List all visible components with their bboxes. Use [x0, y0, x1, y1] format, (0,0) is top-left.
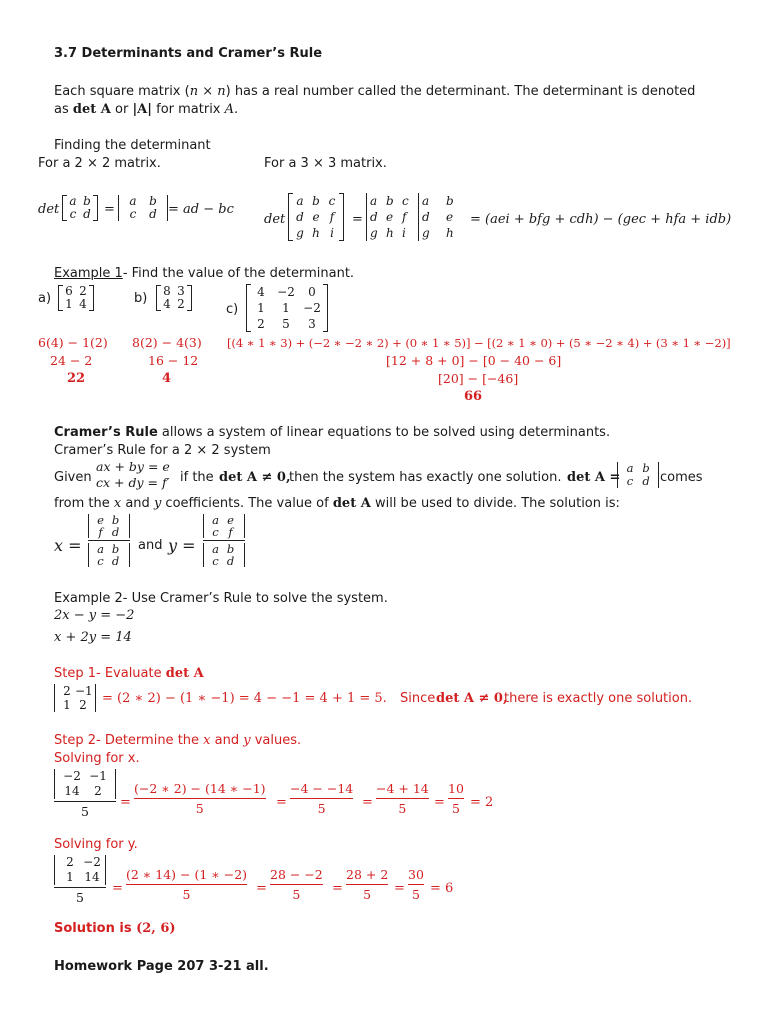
matrix-cell: i	[402, 226, 406, 240]
matrix-cell: 1	[282, 301, 290, 315]
matrix-cell: 2	[79, 698, 87, 712]
example1-a-label: a)	[38, 291, 52, 306]
step1-text: Step 1- Evaluate	[54, 666, 166, 681]
y-matrix	[54, 855, 106, 885]
example2-heading: Example 2- Use Cramer’s Rule to solve the system.	[54, 591, 388, 606]
matrix-cell: −2	[303, 301, 321, 315]
detA-label: det A =	[567, 470, 621, 485]
matrix-cell: d	[422, 210, 430, 224]
finding-heading: Finding the determinant	[54, 138, 211, 153]
system-eq-1: ax + by = e	[96, 459, 170, 474]
matrix-cell: c	[402, 194, 409, 208]
matrix-cell: −2	[63, 769, 81, 783]
x-fraction-3	[376, 781, 429, 816]
fraction-bar	[54, 887, 106, 888]
matrix-cell: −2	[277, 285, 295, 299]
numerator: 28 − −2	[270, 867, 323, 882]
matrix-cell: d	[642, 474, 650, 488]
matrix-cell: 0	[308, 285, 316, 299]
example1-a-work-2: 24 − 2	[50, 353, 93, 368]
y-result: = 6	[430, 881, 454, 896]
y-cramer-fraction	[203, 514, 245, 567]
intro-line-1	[54, 84, 695, 100]
matrix-cell: −2	[83, 855, 101, 869]
step1-det: det A	[165, 666, 204, 681]
from-text: from the	[54, 496, 114, 511]
solution-line	[54, 921, 176, 937]
fraction-bar	[270, 884, 323, 885]
y-fraction-1	[126, 867, 247, 902]
intro-text: as	[54, 102, 73, 117]
step1-heading	[54, 666, 204, 682]
solution-text: Solution is	[54, 921, 137, 936]
example1-b-work-2: 16 − 12	[148, 353, 199, 368]
x-fraction-4	[448, 781, 464, 816]
fraction-bar	[408, 884, 424, 885]
matrix-cell: a	[212, 513, 219, 527]
example1-c-work-1: [(4 ∗ 1 ∗ 3) + (−2 ∗ −2 ∗ 2) + (0 ∗ 1 ∗ 5)] − [(2 ∗ 1 ∗ 0) + (5 ∗ −2 ∗ 4) + (3 ∗ 1 ∗ −2)]	[227, 336, 731, 350]
matrix-cell: −1	[75, 684, 93, 698]
example1-c-label: c)	[226, 302, 239, 317]
y-det-fraction	[54, 855, 106, 905]
matrix-cell: a	[296, 194, 304, 208]
matrix-cell: 6	[65, 284, 73, 298]
equals-sign: =	[276, 795, 287, 810]
x-denominator: 5	[81, 804, 89, 819]
fraction-bar	[134, 798, 266, 799]
matrix-cell: b	[83, 194, 91, 208]
numerator: 28 + 2	[346, 867, 389, 882]
matrix-cell: c	[69, 207, 77, 221]
fraction-bar	[126, 884, 247, 885]
matrix-cell: h	[446, 226, 454, 240]
matrix-cell: a	[626, 461, 634, 475]
matrix-cell: e	[312, 210, 320, 224]
from-text: will be used to divide. The solution is:	[370, 496, 620, 511]
y-fraction-3	[346, 867, 388, 902]
page-title: 3.7 Determinants and Cramer’s Rule	[54, 46, 323, 61]
matrix-cell: c	[626, 474, 634, 488]
denominator: 5	[317, 801, 326, 816]
det-matrix	[617, 462, 659, 488]
matrix-2x2-bracket	[62, 195, 98, 221]
numerator: −4 + 14	[376, 781, 429, 796]
x-den-matrix	[88, 543, 130, 567]
matrix-cell: f	[402, 210, 407, 224]
x-fraction-1	[134, 781, 266, 816]
matrix-cell: a	[129, 194, 137, 208]
matrix-cell: 2	[79, 284, 87, 298]
cramer-bold: Cramer’s Rule	[54, 425, 158, 440]
numerator: 10	[448, 781, 464, 796]
cramer-text: allows a system of linear equations to be solved using determinants.	[157, 425, 611, 440]
matrix-cell: h	[312, 226, 320, 240]
matrix-cell: d	[111, 525, 120, 539]
matrix-cell: d	[226, 554, 235, 568]
y-fraction-2	[270, 867, 323, 902]
y-denominator: 5	[76, 890, 84, 905]
matrix-cell: 4	[79, 297, 87, 311]
if-the-text: if the	[180, 470, 214, 485]
matrix-cell: a	[69, 194, 77, 208]
from-coefficients-line	[54, 496, 620, 512]
det-label: det	[38, 202, 60, 217]
from-text: coefficients. The value of	[161, 496, 333, 511]
example1-a-answer: 22	[67, 371, 86, 386]
system-eq-2: cx + dy = f′	[96, 475, 170, 490]
denominator: 5	[292, 887, 301, 902]
numerator: (−2 ∗ 2) − (14 ∗ −1)	[134, 781, 266, 796]
equals-sign: =	[104, 202, 115, 217]
denominator: 5	[182, 887, 191, 902]
solution-value: (2, 6)	[136, 921, 176, 936]
equals-sign: =	[434, 795, 445, 810]
intro-math: |A|	[132, 102, 152, 117]
given-label: Given	[54, 470, 92, 485]
matrix-cell: h	[386, 226, 394, 240]
numerator: (2 ∗ 14) − (1 ∗ −2)	[126, 867, 248, 882]
matrix-cell: 3	[308, 317, 316, 331]
step2-heading	[54, 733, 301, 749]
var-y: y	[153, 496, 162, 511]
matrix-cell: g	[296, 226, 304, 240]
x-num-matrix	[88, 514, 130, 538]
matrix-cell: e	[227, 513, 234, 527]
intro-math: A.	[224, 102, 239, 117]
step2-text: Step 2- Determine the	[54, 733, 204, 748]
fraction-bar	[54, 801, 116, 802]
matrix-cell: a	[212, 542, 219, 556]
step2-text: values.	[250, 733, 302, 748]
step1-condition: det A ≠ 0,	[436, 691, 508, 706]
comes-text: comes	[660, 470, 703, 485]
formula-2x2-result: = ad − bc	[168, 202, 234, 217]
matrix-cell: c	[129, 207, 137, 221]
step1-matrix	[54, 684, 96, 712]
y-den-matrix	[203, 543, 245, 567]
matrix-cell: d	[296, 210, 304, 224]
equals-sign: =	[362, 795, 373, 810]
intro-math: n × n	[189, 84, 226, 99]
matrix-cell: 2	[63, 684, 71, 698]
fraction-bar	[346, 884, 388, 885]
example1-b-answer: 4	[162, 371, 172, 386]
example1-a-work-1: 6(4) − 1(2)	[38, 335, 108, 350]
matrix-2x2-det	[118, 195, 168, 221]
from-text: and	[121, 496, 154, 511]
equals-sign: =	[394, 881, 405, 896]
x-det-fraction	[54, 769, 116, 819]
x-result: = 2	[470, 795, 494, 810]
matrix-cell: g	[370, 226, 378, 240]
condition: det A ≠ 0,	[219, 470, 291, 485]
example1-c-matrix	[246, 284, 328, 332]
matrix-cell: 3	[177, 284, 185, 298]
solving-x-label: Solving for x.	[54, 751, 140, 766]
intro-text: Each square matrix (	[54, 84, 190, 99]
example1-c-work-2: [12 + 8 + 0] − [0 − 40 − 6]	[386, 353, 562, 368]
x-matrix	[54, 769, 116, 799]
matrix-cell: 8	[163, 284, 171, 298]
matrix-cell: f	[329, 210, 335, 224]
matrix-cell: 2	[177, 297, 185, 311]
matrix-cell: b	[312, 194, 320, 208]
matrix-cell: 14	[84, 870, 100, 884]
matrix-cell: 14	[64, 784, 80, 798]
example2-eq-1: 2x − y = −2	[54, 608, 135, 623]
matrix-cell: 1	[257, 301, 265, 315]
matrix-cell: i	[330, 226, 334, 240]
fraction-bar	[376, 798, 429, 799]
example1-heading	[54, 266, 354, 282]
x-cramer-fraction	[88, 514, 130, 567]
step1-work: = (2 ∗ 2) − (1 ∗ −1) = 4 − −1 = 4 + 1 = 5.	[102, 691, 387, 706]
matrix-cell: 2	[94, 784, 102, 798]
matrix-3x3-bracket	[288, 193, 344, 241]
example1-a-matrix	[58, 285, 94, 311]
matrix-cell: c	[212, 525, 219, 539]
intro-text: or	[110, 102, 133, 117]
equals-sign: =	[256, 881, 267, 896]
var-x: x	[203, 733, 211, 748]
numerator: 30	[408, 867, 424, 882]
intro-text: ) has a real number called the determinant. The determinant is denoted	[225, 84, 696, 99]
matrix-cell: d	[370, 210, 378, 224]
numerator: −4 − −14	[290, 781, 354, 796]
y-fraction-4	[408, 867, 424, 902]
fraction-bar	[448, 798, 464, 799]
equals-sign: =	[332, 881, 343, 896]
matrix-cell: 4	[163, 297, 171, 311]
y-num-matrix	[203, 514, 245, 538]
matrix-cell: d	[111, 554, 120, 568]
matrix-cell: b	[111, 513, 120, 527]
matrix-cell: a	[370, 194, 378, 208]
formula-3x3-result: = (aei + bfg + cdh) − (gec + hfa + idb)	[470, 212, 732, 227]
matrix-cell: 2	[66, 855, 74, 869]
three-by-three-label: For a 3 × 3 matrix.	[264, 156, 387, 171]
example1-b-label: b)	[134, 291, 148, 306]
matrix-cell: b	[149, 194, 157, 208]
denominator: 5	[411, 887, 420, 902]
fraction-bar	[88, 540, 130, 541]
x-fraction-2	[290, 781, 353, 816]
var-x: x	[113, 496, 122, 511]
det-label: det	[264, 212, 286, 227]
matrix-cell: e	[386, 210, 394, 224]
then-text: then the system has exactly one solution.	[289, 470, 562, 485]
det-bar-left	[366, 193, 367, 241]
cramer-for-2x2: Cramer’s Rule for a 2 × 2 system	[54, 443, 271, 458]
example1-label: Example 1	[54, 266, 123, 281]
matrix-cell: 4	[257, 285, 265, 299]
matrix-cell: a	[422, 194, 430, 208]
y-lhs: y =	[168, 536, 196, 555]
matrix-cell: d	[149, 207, 157, 221]
det-math: det A	[332, 496, 371, 511]
matrix-cell: c	[97, 554, 104, 568]
matrix-cell: c	[212, 554, 219, 568]
equals-sign: =	[352, 212, 363, 227]
equals-sign: =	[120, 795, 131, 810]
and-text: and	[138, 538, 163, 553]
x-lhs: x =	[54, 536, 82, 555]
matrix-cell: b	[111, 542, 120, 556]
matrix-cell: g	[422, 226, 430, 240]
matrix-cell: 1	[63, 698, 71, 712]
matrix-cell: 2	[257, 317, 265, 331]
matrix-3x3-extended	[366, 193, 461, 241]
matrix-cell: b	[446, 194, 454, 208]
denominator: 5	[363, 887, 372, 902]
step1-since: Since	[400, 691, 436, 706]
cramer-intro	[54, 425, 610, 441]
intro-math: det A	[72, 102, 111, 117]
matrix-cell: c	[328, 194, 336, 208]
matrix-cell: f	[98, 525, 103, 539]
step1-conclusion: there is exactly one solution.	[504, 691, 693, 706]
fraction-bar	[290, 798, 353, 799]
example1-text: - Find the value of the determinant.	[122, 266, 355, 281]
matrix-cell: 1	[65, 297, 73, 311]
intro-text: for matrix	[151, 102, 225, 117]
example1-b-matrix	[156, 285, 192, 311]
matrix-cell: e	[97, 513, 104, 527]
homework-line: Homework Page 207 3-21 all.	[54, 959, 269, 974]
extended-grid	[370, 193, 458, 241]
matrix-cell: b	[642, 461, 650, 475]
matrix-cell: 1	[66, 870, 74, 884]
intro-line-2	[54, 102, 238, 118]
matrix-cell: d	[83, 207, 91, 221]
equals-sign: =	[112, 881, 123, 896]
fraction-bar	[203, 540, 245, 541]
matrix-cell: −1	[89, 769, 107, 783]
matrix-cell: a	[97, 542, 104, 556]
matrix-cell: b	[226, 542, 235, 556]
step2-text: and	[210, 733, 244, 748]
matrix-cell: f	[228, 525, 233, 539]
example2-eq-2: x + 2y = 14	[54, 630, 132, 645]
denominator: 5	[195, 801, 204, 816]
example1-c-work-3: [20] − [−46]	[438, 371, 519, 386]
two-by-two-label: For a 2 × 2 matrix.	[38, 156, 161, 171]
solving-y-label: Solving for y.	[54, 837, 138, 852]
example1-b-work-1: 8(2) − 4(3)	[132, 335, 202, 350]
denominator: 5	[398, 801, 407, 816]
matrix-cell: b	[386, 194, 394, 208]
matrix-cell: e	[446, 210, 454, 224]
var-y: y	[243, 733, 251, 748]
matrix-cell: 5	[282, 317, 290, 331]
denominator: 5	[451, 801, 460, 816]
example1-c-answer: 66	[464, 389, 483, 404]
